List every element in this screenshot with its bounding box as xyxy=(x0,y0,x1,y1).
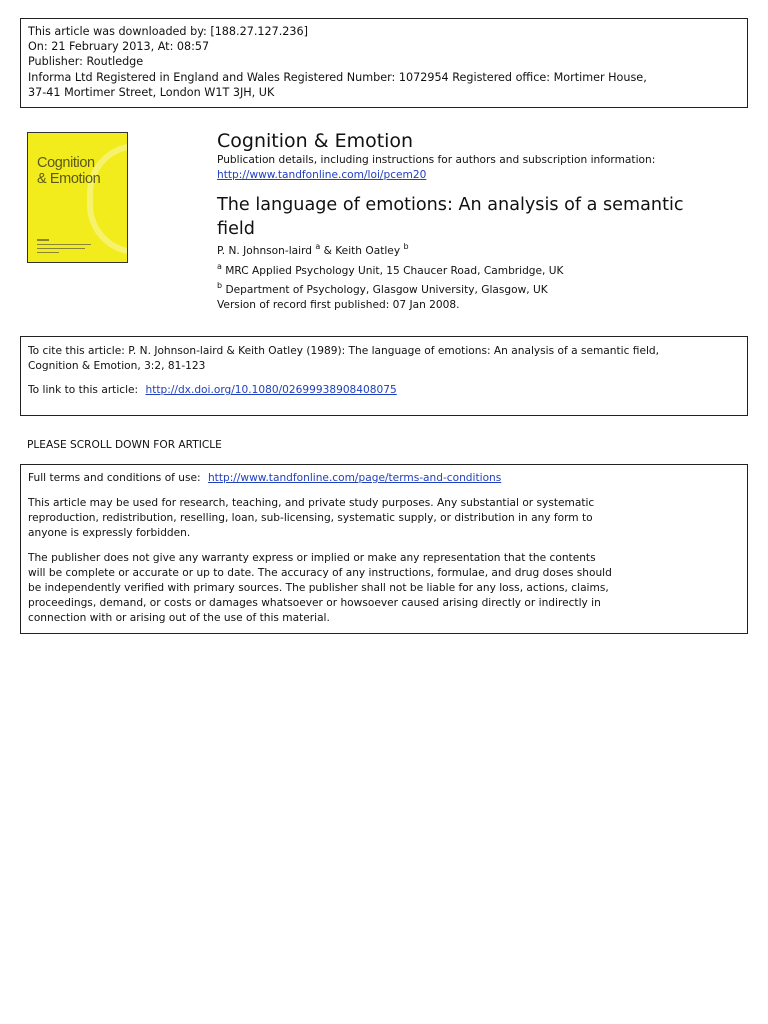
author-affiliation-mark: b xyxy=(403,242,409,251)
version-of-record: Version of record first published: 07 Jan 2008. xyxy=(217,299,460,311)
terms-paragraph-line: anyone is expressly forbidden. xyxy=(28,527,191,539)
terms-paragraph-line: proceedings, demand, or costs or damages whatsoever or howsoever caused arising directly or indirectly in xyxy=(28,597,601,609)
journal-name: Cognition & Emotion xyxy=(217,130,414,152)
scroll-notice: PLEASE SCROLL DOWN FOR ARTICLE xyxy=(27,439,222,451)
terms-paragraph-line: will be complete or accurate or up to date. The accuracy of any instructions, formulae, and drug doses should xyxy=(28,567,612,579)
terms-paragraph-line: This article may be used for research, teaching, and private study purposes. Any substantial or systematic xyxy=(28,497,595,509)
cover-text-bar xyxy=(37,244,91,245)
terms-box xyxy=(20,464,748,634)
affiliation-b xyxy=(217,283,548,298)
doi-link[interactable]: http://dx.doi.org/10.1080/02699938908408075 xyxy=(145,384,397,396)
citation-box xyxy=(20,336,748,416)
citation-line: To cite this article: P. N. Johnson-laird & Keith Oatley (1989): The language of emotions: An analysis of a semantic field, xyxy=(28,345,660,357)
journal-url-link[interactable]: http://www.tandfonline.com/loi/pcem20 xyxy=(217,169,427,181)
authors xyxy=(217,244,409,259)
download-notice-line: Informa Ltd Registered in England and Wales Registered Number: 1072954 Registered office: Mortimer House, xyxy=(28,71,647,84)
doi-link-row xyxy=(28,383,397,398)
affiliation-mark: b xyxy=(217,281,223,290)
terms-label: Full terms and conditions of use: xyxy=(28,472,201,484)
cover-text-bar xyxy=(37,248,85,249)
terms-paragraph-line: connection with or arising out of the use of this material. xyxy=(28,612,330,624)
terms-paragraph-line: reproduction, redistribution, reselling, loan, sub-licensing, systematic supply, or distribution in any form to xyxy=(28,512,593,524)
terms-row xyxy=(28,471,501,486)
author-name: Keith Oatley xyxy=(335,245,401,257)
publication-details: Publication details, including instructions for authors and subscription information: xyxy=(217,154,656,166)
affiliation-text: Department of Psychology, Glasgow University, Glasgow, UK xyxy=(225,284,548,296)
cover-title: Cognition & Emotion xyxy=(37,155,101,187)
download-notice-line: This article was downloaded by: [188.27.127.236] xyxy=(28,25,309,38)
affiliation-mark: a xyxy=(217,262,222,271)
citation-line: Cognition & Emotion, 3:2, 81-123 xyxy=(28,360,206,372)
affiliation-a xyxy=(217,264,564,279)
author-separator: & xyxy=(320,245,336,257)
download-notice-line: On: 21 February 2013, At: 08:57 xyxy=(28,40,210,53)
author-name: P. N. Johnson-laird xyxy=(217,245,312,257)
cover-text-bar xyxy=(37,252,59,253)
download-notice-box xyxy=(20,18,748,108)
cover-text-bar xyxy=(37,239,49,241)
article-title: The language of emotions: An analysis of a semantic field xyxy=(217,195,684,239)
doi-link-label: To link to this article: xyxy=(28,384,139,396)
download-notice-line: 37-41 Mortimer Street, London W1T 3JH, UK xyxy=(28,86,275,99)
download-notice-line: Publisher: Routledge xyxy=(28,55,144,68)
author-affiliation-mark: a xyxy=(315,242,321,251)
terms-paragraph-line: be independently verified with primary sources. The publisher shall not be liable for any loss, actions, claims, xyxy=(28,582,609,594)
journal-cover-image xyxy=(27,132,128,263)
terms-link[interactable]: http://www.tandfonline.com/page/terms-and-conditions xyxy=(207,472,502,484)
terms-paragraph-line: The publisher does not give any warranty express or implied or make any representation that the contents xyxy=(28,552,596,564)
affiliation-text: MRC Applied Psychology Unit, 15 Chaucer Road, Cambridge, UK xyxy=(225,265,564,277)
